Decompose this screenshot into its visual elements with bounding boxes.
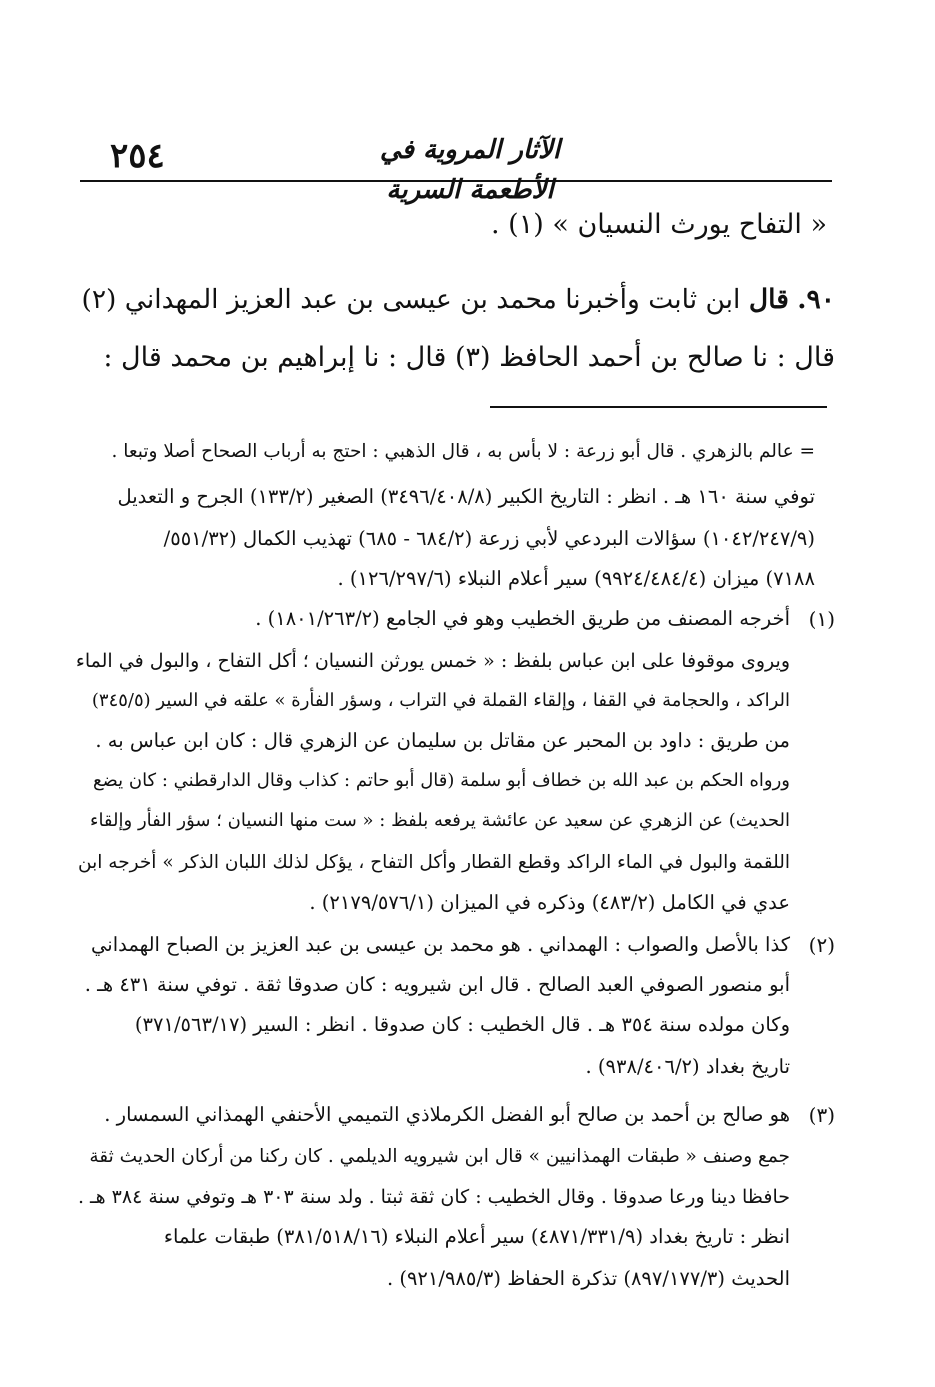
footnote-1-line: اللقمة والبول في الماء الراكد وقطع القطار وأكل التفاح ، يؤكل لذلك اللبان الذكر » أخرجه ابن bbox=[78, 852, 790, 873]
footnote-continuation-line: ٧١٨٨) ميزان (٩٩٢٤/٤٨٤/٤) سير أعلام النبلاء (١٢٦/٢٩٧/٦) . bbox=[337, 567, 815, 590]
main-text-line-2 bbox=[81, 280, 835, 320]
page-header bbox=[80, 130, 832, 205]
page-number: ٢٥٤ bbox=[110, 136, 165, 176]
footnote-2-line: أبو منصور الصوفي العبد الصالح . قال ابن شيرويه : كان صدوقا ثقة . توفي سنة ٤٣١ هـ . bbox=[84, 973, 790, 996]
footnote-3-line: جمع وصنف « طبقات الهمذانيين » قال ابن شيرويه الديلمي . كان ركنا من أركان الحديث ثقة bbox=[89, 1146, 790, 1167]
footnote-continuation-line: (١٠٤٢/٢٤٧/٩) سؤالات البردعي لأبي زرعة (٦٨٤/٢ - ٦٨٥) تهذيب الكمال (٥٥١/٣٢/ bbox=[163, 527, 815, 550]
footnote-1-line: من طريق : داود بن المحبر عن مقاتل بن سليمان عن الزهري قال : كان ابن عباس به . bbox=[95, 729, 790, 752]
footnote-2-line: كذا بالأصل والصواب : الهمداني . هو محمد بن عيسى بن عبد العزيز بن الصباح الهمداني bbox=[91, 933, 790, 956]
footnote-separator bbox=[490, 406, 827, 408]
footnote-1-line: الراكد ، والحجامة في القفا ، وإلقاء القملة في التراب ، وسؤر الفأرة » علقه في السير (٣٤٥/٥) bbox=[91, 690, 790, 711]
footnote-continuation-line: توفي سنة ١٦٠ هـ . انظر : التاريخ الكبير (٣٤٩٦/٤٠٨/٨) الصغير (١٣٣/٢) الجرح و التعديل bbox=[117, 485, 815, 508]
footnote-1-line: الحديث) عن الزهري عن سعيد عن عائشة يرفعه بلفظ : « ست منها النسيان ؛ سؤر الفأر وإلقاء bbox=[89, 810, 790, 831]
running-title: الآثار المروية في الأطعمة السرية bbox=[379, 135, 561, 205]
footnote-2-marker: (٢) bbox=[808, 933, 835, 957]
footnote-2-line: تاريخ بغداد (٩٣٨/٤٠٦/٢) . bbox=[585, 1055, 790, 1078]
footnote-1-marker: (١) bbox=[808, 607, 835, 631]
main-text-line-3: قال : نا صالح بن أحمد الحافظ (٣) قال : نا إبراهيم بن محمد قال : bbox=[103, 342, 835, 373]
footnote-3-line: هو صالح بن أحمد بن صالح أبو الفضل الكرملاذي التميمي الأحنفي الهمذاني السمسار . bbox=[104, 1103, 790, 1126]
footnote-continuation-line: = عالم بالزهري . قال أبو زرعة : لا بأس به ، قال الذهبي : احتج به أرباب الصحاح أصلا وتبعا . bbox=[111, 441, 815, 462]
footnote-3-marker: (٣) bbox=[808, 1103, 835, 1127]
footnote-3-line: حافظا دينا ورعا صدوقا . وقال الخطيب : كان ثقة ثبتا . ولد سنة ٣٠٣ هـ وتوفي سنة ٣٨٤ هـ . bbox=[77, 1186, 790, 1208]
footnote-1-line: ويروى موقوفا على ابن عباس بلفظ : « خمس يورثن النسيان ؛ أكل التفاح ، والبول في الماء bbox=[75, 650, 790, 672]
narration-number: ٩٠. bbox=[797, 284, 835, 315]
footnote-1-line: ورواه الحكم بن عبد الله بن خطاف أبو سلمة (قال أبو حاتم : كذاب وقال الدارقطني : كان يضع bbox=[92, 770, 790, 791]
footnote-3-line: انظر : تاريخ بغداد (٤٨٧١/٣٣١/٩) سير أعلام النبلاء (٣٨١/٥١٨/١٦) طبقات علماء bbox=[163, 1225, 790, 1248]
main-text-line-1: « التفاح يورث النسيان » (١) . bbox=[491, 209, 827, 240]
footnote-3-line: الحديث (٨٩٧/١٧٧/٣) تذكرة الحفاظ (٩٢١/٩٨٥/٣) . bbox=[386, 1267, 790, 1290]
narration-lead-word: قال bbox=[748, 284, 789, 315]
footnote-1-line: أخرجه المصنف من طريق الخطيب وهو في الجامع (١٨٠١/٢٦٣/٢) . bbox=[255, 607, 790, 630]
footnote-1-line: عدي في الكامل (٤٨٣/٢) وذكره في الميزان (٢١٧٩/٥٧٦/١) . bbox=[309, 891, 790, 914]
narration-text: ابن ثابت وأخبرنا محمد بن عيسى بن عبد العزيز المهداني (٢) bbox=[81, 284, 741, 315]
footnote-2-line: وكان مولده سنة ٣٥٤ هـ . قال الخطيب : كان صدوقا . انظر : السير (٣٧١/٥٦٣/١٧) bbox=[134, 1013, 790, 1036]
